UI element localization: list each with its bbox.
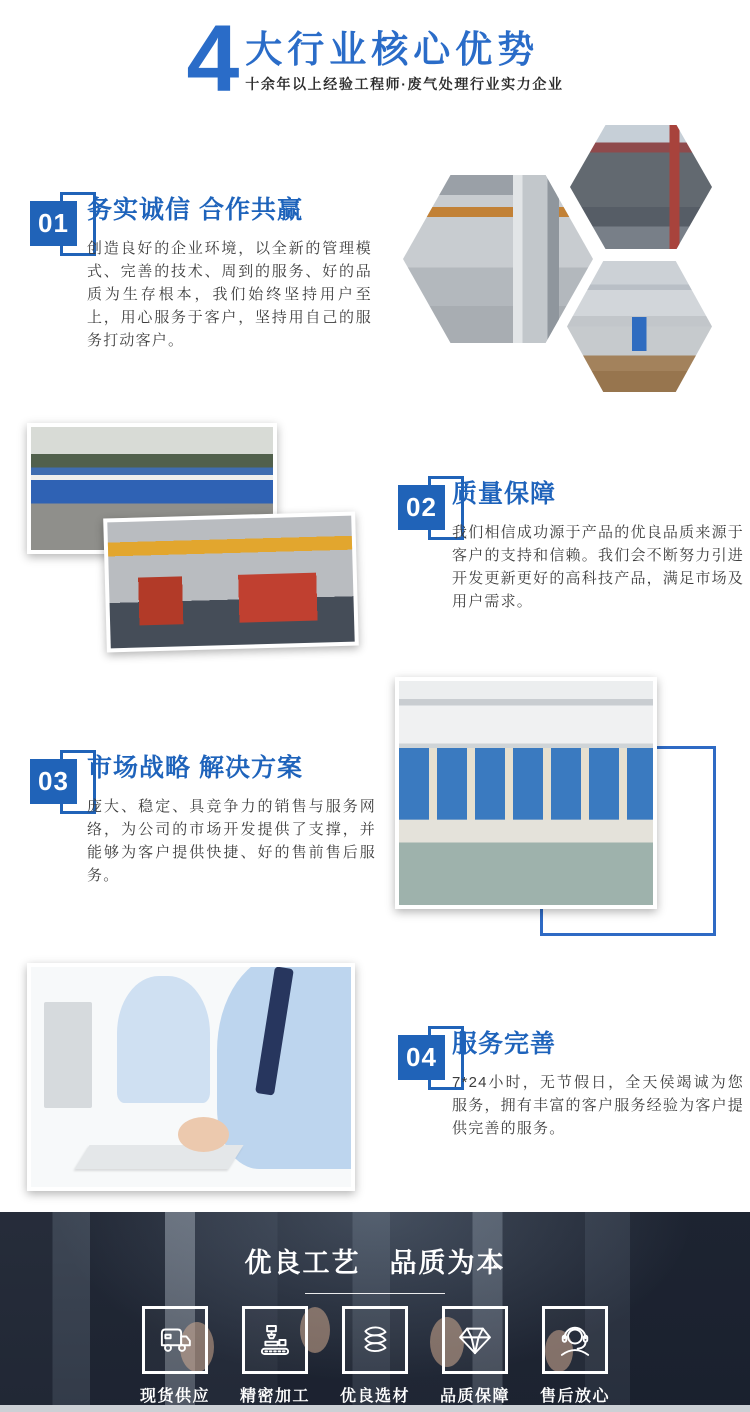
banner-title: 优良工艺 品质为本 bbox=[244, 1248, 506, 1278]
section-2-body: 我们相信成功源于产品的优良品质来源于客户的支持和信赖。我们会不断努力引进开发更新更好的高科技产品，满足市场及用户需求。 bbox=[452, 524, 744, 610]
workshop-photo bbox=[399, 681, 653, 905]
feature-label: 售后放心 bbox=[539, 1388, 610, 1405]
badge-number: 04 bbox=[398, 1035, 445, 1080]
section-3-text bbox=[87, 748, 376, 887]
header-text-column bbox=[245, 22, 563, 94]
equipment-photo bbox=[107, 516, 354, 649]
section-4-title: 服务完善 bbox=[452, 1030, 557, 1058]
feature-row bbox=[0, 1306, 750, 1406]
photo-frame-catalytic-furnace bbox=[103, 512, 359, 653]
hexagon-photo-baghouse bbox=[565, 120, 717, 254]
feature-icon-box bbox=[342, 1306, 408, 1374]
feature-quality-material bbox=[325, 1306, 425, 1406]
photo-frame-customer-service bbox=[27, 963, 355, 1191]
diamond-icon bbox=[454, 1319, 496, 1361]
feature-stock-supply bbox=[125, 1306, 225, 1406]
badge-number: 03 bbox=[30, 759, 77, 804]
photo-frame-spray-booths bbox=[395, 677, 657, 909]
feature-label: 现货供应 bbox=[139, 1388, 210, 1405]
customer-service-photo bbox=[31, 967, 351, 1187]
section-4-body: 7*24小时，无节假日，全天侯竭诚为您服务，拥有丰富的客户服务经验为客户提供完善的服务。 bbox=[452, 1074, 744, 1137]
section-1-title: 务实诚信 合作共赢 bbox=[87, 196, 303, 224]
section-2-text bbox=[452, 474, 744, 613]
truck-icon bbox=[154, 1319, 196, 1361]
feature-precision-machining bbox=[225, 1306, 325, 1406]
badge-number: 01 bbox=[30, 201, 77, 246]
headset-icon bbox=[554, 1319, 596, 1361]
section-4-text bbox=[452, 1024, 744, 1140]
section-3-title: 市场战略 解决方案 bbox=[87, 754, 303, 782]
person-shape bbox=[117, 976, 210, 1104]
banner-divider bbox=[305, 1293, 445, 1294]
feature-quality-assurance bbox=[425, 1306, 525, 1406]
section-1-body: 创造良好的企业环境，以全新的管理模式、完善的技术、周到的服务、好的品质为生存根本，我们始终坚持用户至上，用心服务于客户，坚持用自己的服务打动客户。 bbox=[87, 240, 372, 349]
page-subtitle: 十余年以上经验工程师·废气处理行业实力企业 bbox=[245, 76, 564, 92]
monitor-shape bbox=[44, 1002, 92, 1108]
feature-after-sales bbox=[525, 1306, 625, 1406]
feature-icon-box bbox=[242, 1306, 308, 1374]
section-3-body: 庞大、稳定、具竞争力的销售与服务网络，为公司的市场开发提供了支撑，并能够为客户提供快捷、好的售前售后服务。 bbox=[87, 798, 376, 884]
feature-icon-box bbox=[142, 1306, 208, 1374]
section-1-text bbox=[87, 190, 372, 352]
page-title: 大行业核心优势 bbox=[245, 29, 540, 70]
section-2-title: 质量保障 bbox=[452, 480, 557, 508]
header-big-number: 4 bbox=[186, 6, 240, 112]
equipment-photo bbox=[567, 261, 712, 392]
equipment-photo bbox=[403, 175, 593, 343]
bottom-banner bbox=[0, 1212, 750, 1412]
bottom-strip bbox=[0, 1405, 750, 1412]
feature-label: 品质保障 bbox=[439, 1388, 510, 1405]
page-header bbox=[0, 6, 750, 112]
badge-number: 02 bbox=[398, 485, 445, 530]
feature-icon-box bbox=[442, 1306, 508, 1374]
machining-icon bbox=[254, 1319, 296, 1361]
equipment-photo bbox=[570, 125, 712, 249]
layers-icon bbox=[354, 1319, 396, 1361]
hand-shape bbox=[178, 1117, 229, 1152]
feature-label: 精密加工 bbox=[239, 1388, 310, 1405]
feature-label: 优良选材 bbox=[339, 1388, 410, 1405]
feature-icon-box bbox=[542, 1306, 608, 1374]
